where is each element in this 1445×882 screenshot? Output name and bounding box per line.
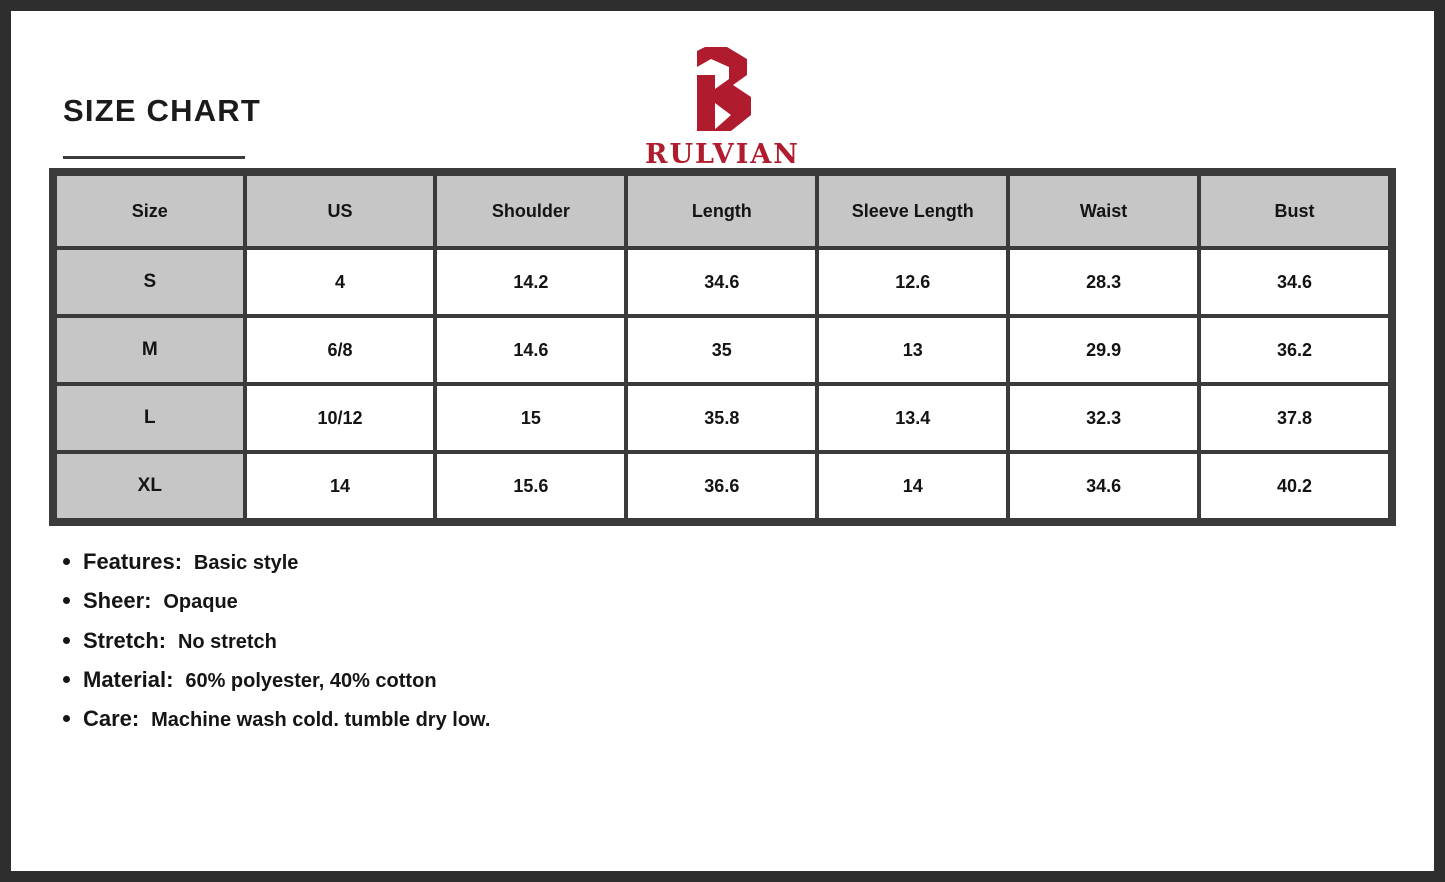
cell-waist: 28.3 bbox=[1010, 250, 1197, 314]
cell-shoulder: 15 bbox=[437, 386, 624, 450]
cell-sleeve-length: 14 bbox=[819, 454, 1006, 518]
cell-us: 14 bbox=[247, 454, 434, 518]
detail-value-stretch: No stretch bbox=[177, 630, 277, 653]
cell-sleeve-length: 13 bbox=[819, 318, 1006, 382]
cell-bust: 37.8 bbox=[1201, 386, 1388, 450]
cell-bust: 34.6 bbox=[1201, 250, 1388, 314]
cell-waist: 32.3 bbox=[1010, 386, 1197, 450]
cell-sleeve-length: 13.4 bbox=[819, 386, 1006, 450]
column-header-length: Length bbox=[628, 176, 815, 246]
cell-waist: 29.9 bbox=[1010, 318, 1197, 382]
size-chart-table bbox=[49, 168, 1396, 526]
table-row bbox=[57, 386, 1388, 450]
table-row bbox=[57, 250, 1388, 314]
detail-label-features: Features: bbox=[83, 549, 183, 574]
row-header-size: M bbox=[57, 318, 243, 382]
brand-block bbox=[39, 45, 1406, 170]
page-content bbox=[11, 11, 1434, 871]
table-header-row bbox=[57, 176, 1388, 246]
column-header-bust: Bust bbox=[1201, 176, 1388, 246]
column-header-size: Size bbox=[57, 176, 243, 246]
list-item bbox=[61, 548, 1406, 576]
cell-length: 35 bbox=[628, 318, 815, 382]
column-header-us: US bbox=[247, 176, 434, 246]
cell-sleeve-length: 12.6 bbox=[819, 250, 1006, 314]
list-item bbox=[61, 627, 1406, 655]
table-row bbox=[57, 454, 1388, 518]
detail-value-care: Machine wash cold. tumble dry low. bbox=[151, 709, 491, 731]
row-header-size: L bbox=[57, 386, 243, 450]
column-header-sleeve-length: Sleeve Length bbox=[819, 176, 1006, 246]
product-details-list bbox=[61, 548, 1406, 733]
detail-value-features: Basic style bbox=[193, 552, 299, 574]
cell-shoulder: 14.2 bbox=[437, 250, 624, 314]
page-title: SIZE CHART bbox=[63, 93, 261, 128]
cell-shoulder: 15.6 bbox=[437, 454, 624, 518]
list-item bbox=[61, 705, 1406, 733]
table-header-row-group bbox=[57, 176, 1388, 246]
cell-waist: 34.6 bbox=[1010, 454, 1197, 518]
detail-label-stretch: Stretch: bbox=[83, 627, 167, 653]
column-header-shoulder: Shoulder bbox=[437, 176, 624, 246]
cell-length: 34.6 bbox=[628, 250, 815, 314]
cell-shoulder: 14.6 bbox=[437, 318, 624, 382]
cell-length: 35.8 bbox=[628, 386, 815, 450]
cell-bust: 36.2 bbox=[1201, 318, 1388, 382]
list-item bbox=[61, 666, 1406, 694]
cell-length: 36.6 bbox=[628, 454, 815, 518]
cell-us: 10/12 bbox=[247, 386, 434, 450]
detail-value-sheer: Opaque bbox=[163, 591, 238, 614]
size-table-wrapper bbox=[49, 168, 1396, 526]
list-item bbox=[61, 587, 1406, 615]
brand-name: RULVIAN bbox=[645, 139, 800, 170]
table-body bbox=[57, 250, 1388, 518]
detail-value-material: 60% polyester, 40% cotton bbox=[185, 669, 437, 692]
rulvian-logo-icon bbox=[675, 45, 771, 137]
detail-label-sheer: Sheer: bbox=[83, 588, 152, 614]
row-header-size: S bbox=[57, 250, 243, 314]
cell-us: 4 bbox=[247, 250, 434, 314]
cell-us: 6/8 bbox=[247, 318, 434, 382]
detail-label-material: Material: bbox=[83, 666, 174, 692]
detail-label-care: Care: bbox=[83, 706, 140, 731]
cell-bust: 40.2 bbox=[1201, 454, 1388, 518]
row-header-size: XL bbox=[57, 454, 243, 518]
column-header-waist: Waist bbox=[1010, 176, 1197, 246]
page-header bbox=[39, 33, 1406, 168]
table-row bbox=[57, 318, 1388, 382]
